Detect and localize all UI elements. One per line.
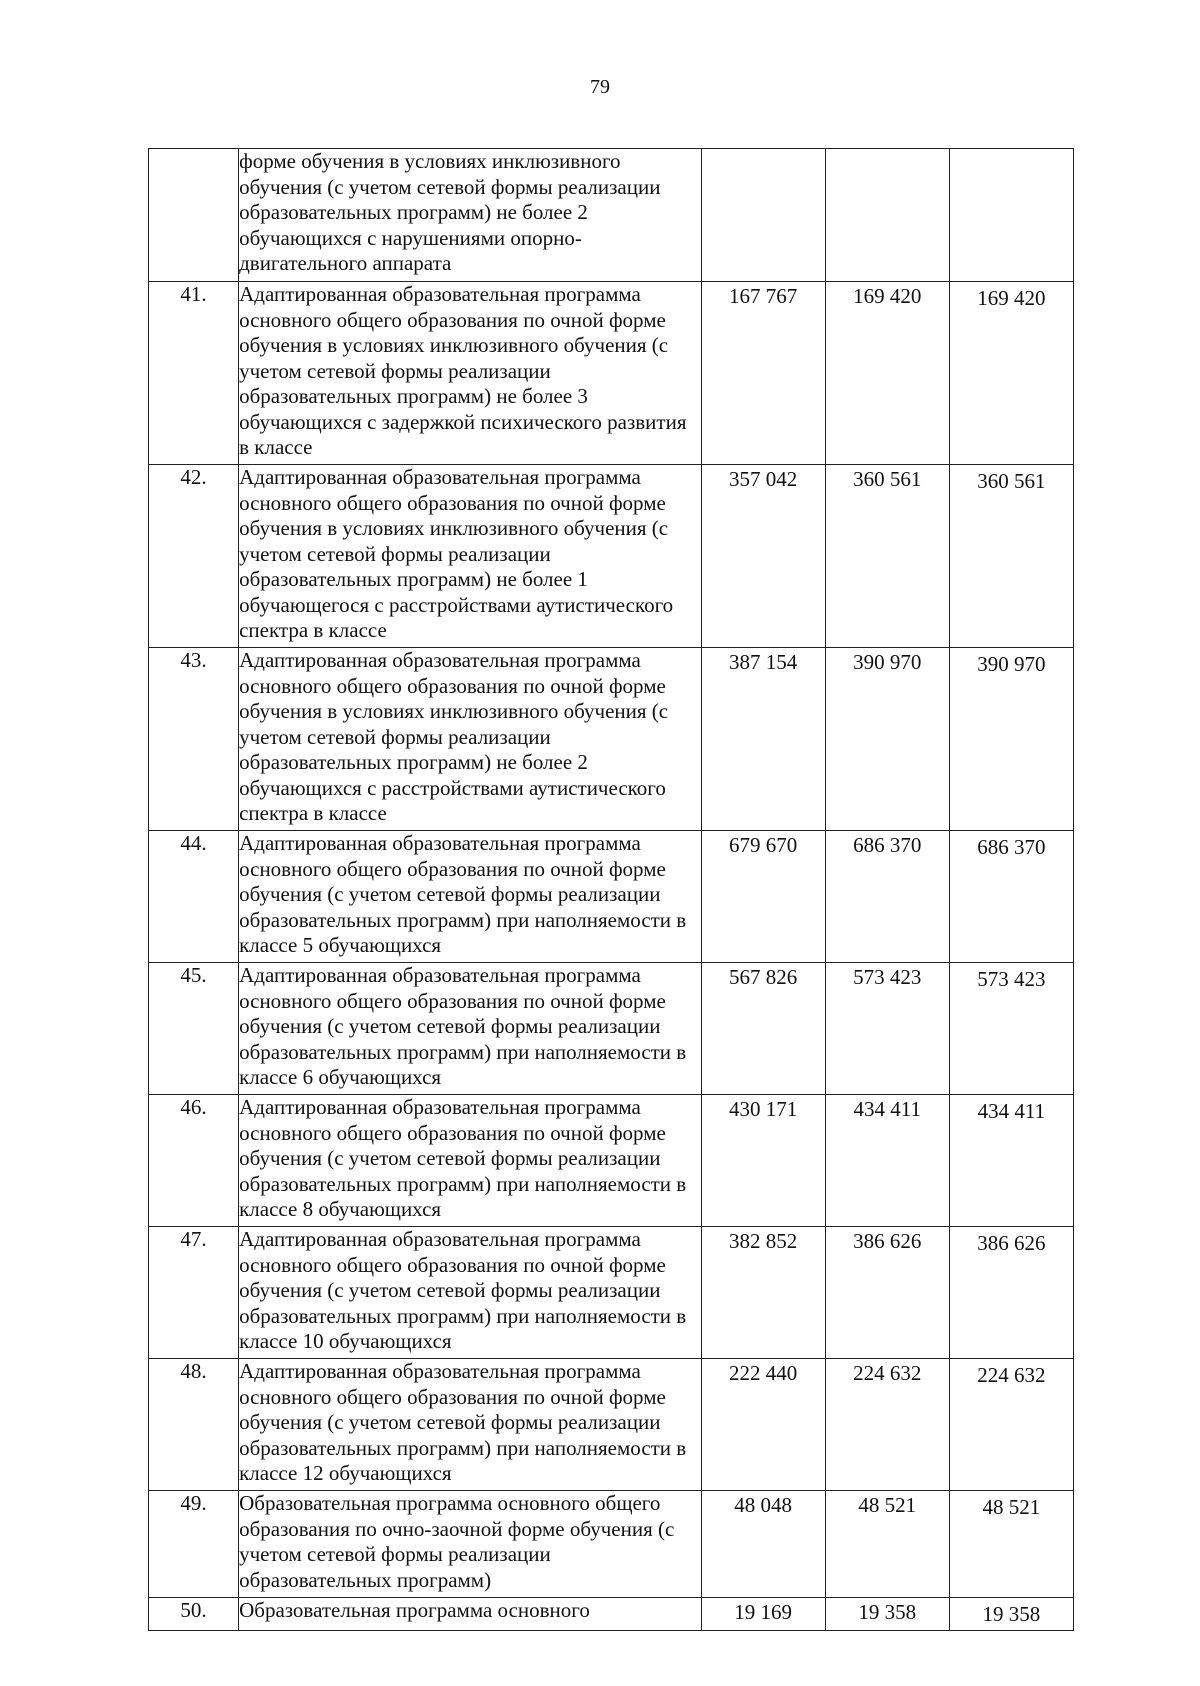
row-value-2: 19 358 [825, 1598, 949, 1631]
row-value-1: 48 048 [701, 1491, 825, 1598]
table-row [149, 1227, 1074, 1359]
row-value-2: 390 970 [825, 648, 949, 831]
row-value-1: 167 767 [701, 282, 825, 465]
row-number: 46. [149, 1095, 239, 1227]
row-value-3: 224 632 [949, 1359, 1073, 1491]
row-description: Адаптированная образовательная программа основного общего образования по очной форме обучения в условиях инклюзивного обучения (с учетом сетевой формы реализации образовательных программ) не более 2 обучающихся с расстройствами аутистического спектра в классе [239, 648, 702, 831]
row-value-3: 386 626 [949, 1227, 1073, 1359]
table-row [149, 1491, 1074, 1598]
row-description: Адаптированная образовательная программа основного общего образования по очной форме обучения (с учетом сетевой формы реализации образовательных программ) при наполняемости в классе 5 обучающихся [239, 831, 702, 963]
table-row [149, 1359, 1074, 1491]
row-value-1 [701, 149, 825, 282]
row-description: Адаптированная образовательная программа основного общего образования по очной форме обучения (с учетом сетевой формы реализации образовательных программ) при наполняемости в классе 12 обучающихся [239, 1359, 702, 1491]
table-row [149, 1095, 1074, 1227]
row-value-1: 222 440 [701, 1359, 825, 1491]
row-value-2: 360 561 [825, 465, 949, 648]
row-value-2: 48 521 [825, 1491, 949, 1598]
row-description: Адаптированная образовательная программа основного общего образования по очной форме обучения в условиях инклюзивного обучения (с учетом сетевой формы реализации образовательных программ) не более 3 обучающихся с задержкой психического развития в классе [239, 282, 702, 465]
row-value-1: 430 171 [701, 1095, 825, 1227]
row-value-3: 48 521 [949, 1491, 1073, 1598]
row-value-3: 573 423 [949, 963, 1073, 1095]
row-value-3: 169 420 [949, 282, 1073, 465]
row-description: Адаптированная образовательная программа основного общего образования по очной форме обучения в условиях инклюзивного обучения (с учетом сетевой формы реализации образовательных программ) не более 1 обучающегося с расстройствами аутистического спектра в классе [239, 465, 702, 648]
row-number: 43. [149, 648, 239, 831]
row-value-2: 386 626 [825, 1227, 949, 1359]
row-number: 48. [149, 1359, 239, 1491]
row-value-2: 434 411 [825, 1095, 949, 1227]
row-value-2: 169 420 [825, 282, 949, 465]
table-row [149, 1598, 1074, 1631]
row-description: Адаптированная образовательная программа основного общего образования по очной форме обучения (с учетом сетевой формы реализации образовательных программ) при наполняемости в классе 8 обучающихся [239, 1095, 702, 1227]
row-number: 41. [149, 282, 239, 465]
row-description: форме обучения в условиях инклюзивного обучения (с учетом сетевой формы реализации образовательных программ) не более 2 обучающихся с нарушениями опорно-двигательного аппарата [239, 149, 702, 282]
table-row [149, 648, 1074, 831]
row-value-2: 224 632 [825, 1359, 949, 1491]
row-number: 50. [149, 1598, 239, 1631]
row-number: 42. [149, 465, 239, 648]
row-number [149, 149, 239, 282]
row-value-1: 382 852 [701, 1227, 825, 1359]
row-value-1: 679 670 [701, 831, 825, 963]
row-value-1: 19 169 [701, 1598, 825, 1631]
row-value-3 [949, 149, 1073, 282]
row-value-3: 434 411 [949, 1095, 1073, 1227]
row-number: 44. [149, 831, 239, 963]
row-value-1: 357 042 [701, 465, 825, 648]
row-number: 45. [149, 963, 239, 1095]
row-value-1: 567 826 [701, 963, 825, 1095]
row-description: Образовательная программа основного [239, 1598, 702, 1631]
table-row [149, 831, 1074, 963]
row-number: 47. [149, 1227, 239, 1359]
row-value-2 [825, 149, 949, 282]
row-value-2: 573 423 [825, 963, 949, 1095]
row-value-3: 19 358 [949, 1598, 1073, 1631]
row-description: Адаптированная образовательная программа основного общего образования по очной форме обучения (с учетом сетевой формы реализации образовательных программ) при наполняемости в классе 10 обучающихся [239, 1227, 702, 1359]
row-value-1: 387 154 [701, 648, 825, 831]
row-value-2: 686 370 [825, 831, 949, 963]
row-value-3: 686 370 [949, 831, 1073, 963]
table-row [149, 282, 1074, 465]
page-number: 79 [590, 76, 610, 98]
row-description: Адаптированная образовательная программа основного общего образования по очной форме обучения (с учетом сетевой формы реализации образовательных программ) при наполняемости в классе 6 обучающихся [239, 963, 702, 1095]
row-value-3: 390 970 [949, 648, 1073, 831]
row-description: Образовательная программа основного общего образования по очно-заочной форме обучения (с учетом сетевой формы реализации образовательных программ) [239, 1491, 702, 1598]
tariff-table [148, 148, 1074, 1631]
table-row [149, 465, 1074, 648]
table-row [149, 149, 1074, 282]
table-row [149, 963, 1074, 1095]
row-number: 49. [149, 1491, 239, 1598]
row-value-3: 360 561 [949, 465, 1073, 648]
